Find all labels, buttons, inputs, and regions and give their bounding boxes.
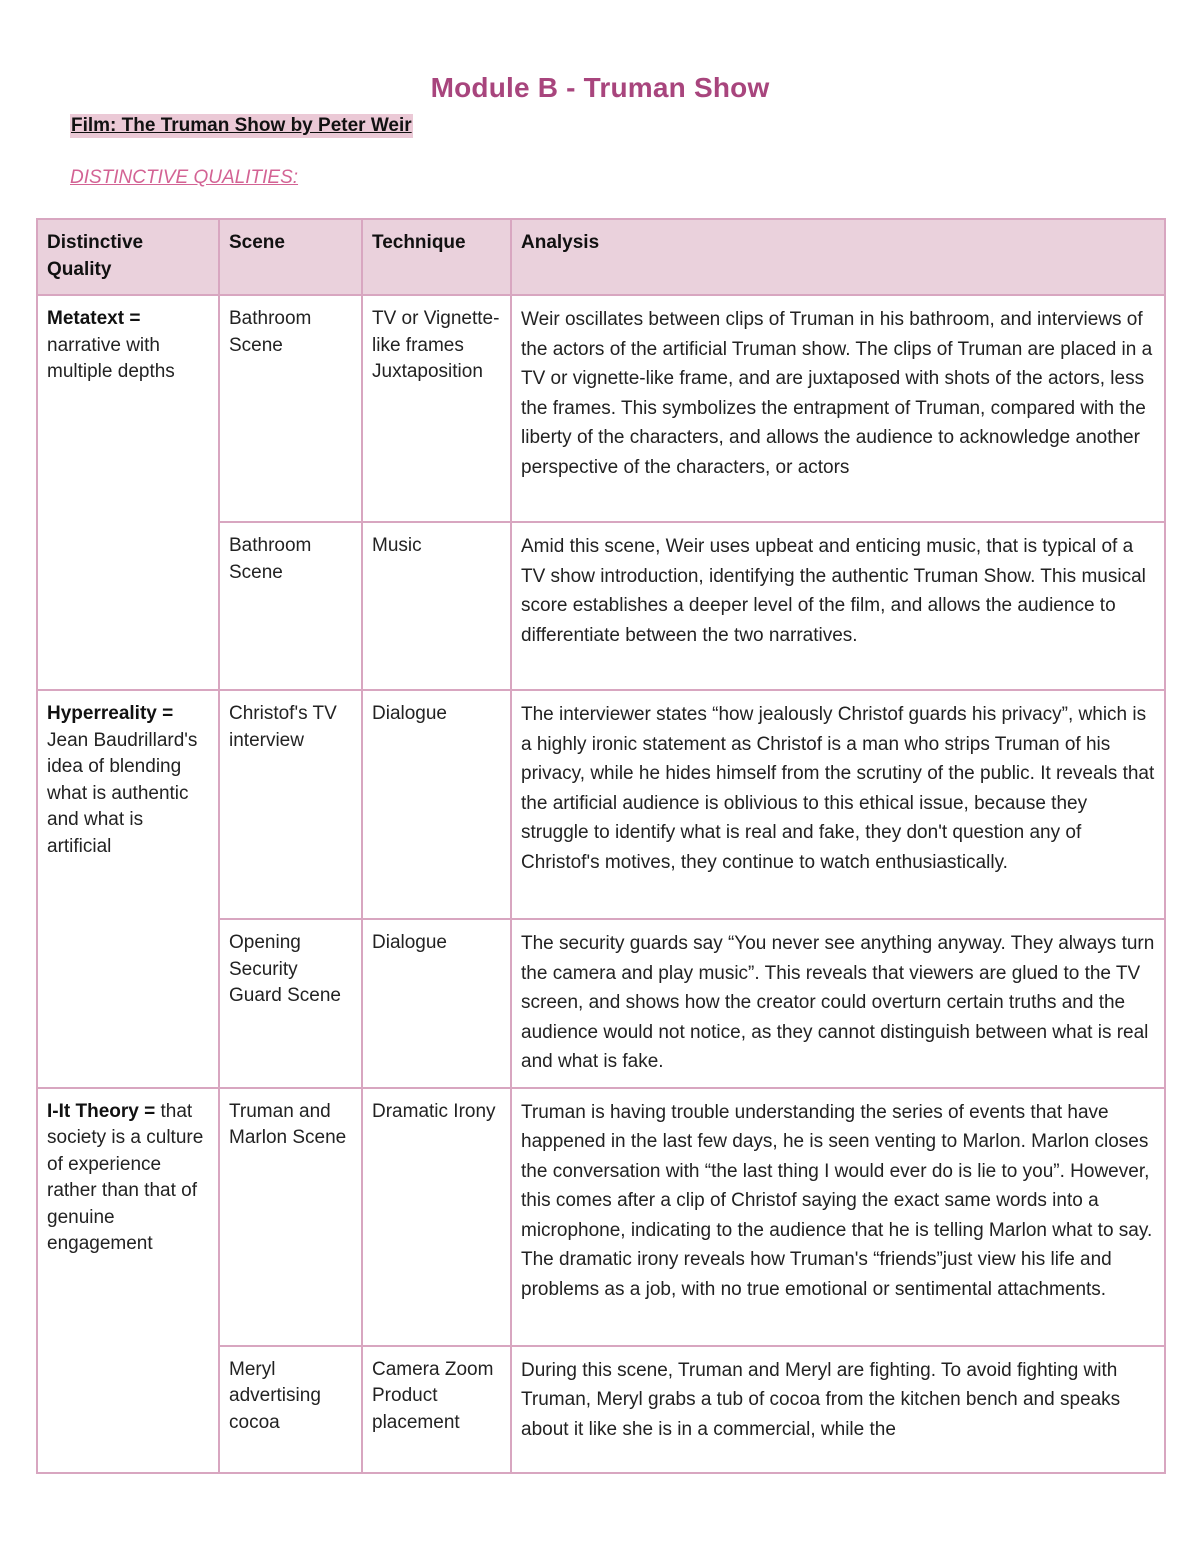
header-analysis: Analysis bbox=[511, 219, 1165, 295]
section-heading: DISTINCTIVE QUALITIES: bbox=[70, 167, 299, 188]
analysis-cell: Weir oscillates between clips of Truman in his bathroom, and interviews of the actors of the artificial Truman show. The clips of Truman are placed in a TV or vignette-like frame, and are juxtaposed with shots of the actors, less the frames. This symbolizes the entrapment of Truman, compared with the liberty of the characters, and allows the audience to acknowledge another perspective of the characters, or actors bbox=[511, 295, 1165, 522]
analysis-cell: Truman is having trouble understanding the series of events that have happened in the last few days, he is seen venting to Marlon. Marlon closes the conversation with “the last thing I would ever do is lie to you”. However, this comes after a clip of Christof saying the exact same words into a microphone, indicating to the audience that he is telling Marlon what to say. The dramatic irony reveals how Truman's “friends”just view his life and problems as a job, with no true emotional or sentimental attachments. bbox=[511, 1088, 1165, 1346]
technique-cell: Camera Zoom Product placement bbox=[362, 1346, 511, 1473]
quality-cell-metatext bbox=[37, 295, 219, 690]
analysis-cell: During this scene, Truman and Meryl are fighting. To avoid fighting with Truman, Meryl grabs a tub of cocoa from the kitchen bench and speaks about it like she is in a commercial, while the bbox=[511, 1346, 1165, 1473]
quality-cell-i-it-theory bbox=[37, 1088, 219, 1473]
header-scene: Scene bbox=[219, 219, 362, 295]
header-technique: Technique bbox=[362, 219, 511, 295]
quality-name: Hyperreality = bbox=[47, 703, 174, 724]
technique-cell: TV or Vignette-like frames Juxtaposition bbox=[362, 295, 511, 522]
scene-cell: Bathroom Scene bbox=[219, 295, 362, 522]
table-row bbox=[37, 295, 1165, 522]
quality-cell-hyperreality bbox=[37, 690, 219, 1088]
scene-cell: Truman and Marlon Scene bbox=[219, 1088, 362, 1346]
scene-cell: Meryl advertising cocoa bbox=[219, 1346, 362, 1473]
table-header-row bbox=[37, 219, 1165, 295]
header-distinctive-quality: Distinctive Quality bbox=[37, 219, 219, 295]
film-subtitle: Film: The Truman Show by Peter Weir bbox=[71, 115, 412, 136]
scene-cell: Bathroom Scene bbox=[219, 522, 362, 690]
analysis-cell: Amid this scene, Weir uses upbeat and enticing music, that is typical of a TV show introduction, identifying the authentic Truman Show. This musical score establishes a deeper level of the film, and allows the audience to differentiate between the two narratives. bbox=[511, 522, 1165, 690]
quality-description: narrative with multiple depths bbox=[47, 334, 175, 382]
distinctive-qualities-table bbox=[36, 218, 1166, 1474]
quality-description: that society is a culture of experience rather than that of genuine engagement bbox=[47, 1100, 204, 1254]
table-row bbox=[37, 690, 1165, 919]
scene-cell: Christof's TV interview bbox=[219, 690, 362, 919]
page-title: Module B - Truman Show bbox=[430, 72, 770, 103]
quality-description: Jean Baudrillard's idea of blending what is authentic and what is artificial bbox=[47, 729, 198, 857]
technique-cell: Dialogue bbox=[362, 690, 511, 919]
analysis-cell: The interviewer states “how jealously Christof guards his privacy”, which is a highly ironic statement as Christof is a man who strips Truman of his privacy, while he hides himself from the scrutiny of the public. It reveals that the artificial audience is oblivious to this ethical issue, because they struggle to identify what is real and fake, they don't question any of Christof's motives, they continue to watch enthusiastically. bbox=[511, 690, 1165, 919]
analysis-cell: The security guards say “You never see anything anyway. They always turn the camera and play music”. This reveals that viewers are glued to the TV screen, and shows how the creator could overturn certain truths and the audience would not notice, as they cannot distinguish between what is real and what is fake. bbox=[511, 919, 1165, 1088]
quality-name: I-It Theory = bbox=[47, 1100, 156, 1122]
technique-cell: Dramatic Irony bbox=[362, 1088, 511, 1346]
quality-name: Metatext = bbox=[47, 308, 141, 329]
technique-cell: Dialogue bbox=[362, 919, 511, 1088]
technique-cell: Music bbox=[362, 522, 511, 690]
table-row bbox=[37, 1088, 1165, 1346]
scene-cell: Opening Security Guard Scene bbox=[219, 919, 362, 1088]
